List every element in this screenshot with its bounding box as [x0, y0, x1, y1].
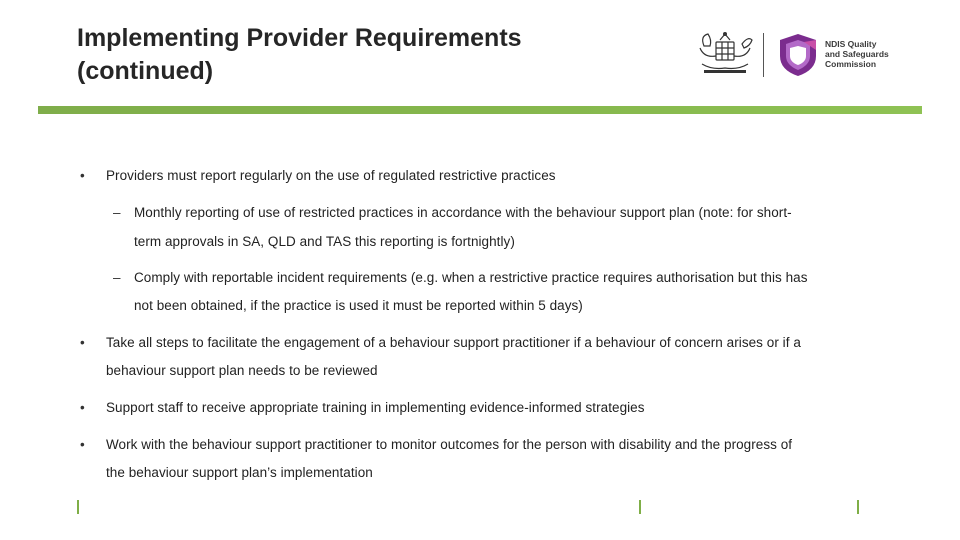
bullet-marker: •: [80, 400, 85, 415]
bullet-marker: •: [80, 437, 85, 452]
title-line-2: (continued): [77, 57, 214, 85]
dash-marker: –: [113, 205, 121, 220]
bullet-4-line-1: Work with the behaviour support practitioner to monitor outcomes for the person with disability and the progress of: [106, 437, 793, 452]
bullet-2-line-1: Take all steps to facilitate the engagement of a behaviour support practitioner if a behaviour of concern arises or if a: [106, 335, 801, 350]
ndis-name-line-1: NDIS Quality: [825, 39, 877, 49]
title-line-1: Implementing Provider Requirements: [77, 24, 522, 52]
ndis-name-line-3: Commission: [825, 59, 877, 69]
bullet-marker: •: [80, 168, 85, 183]
dash-marker: –: [113, 270, 121, 285]
bullet-2-line-2: behaviour support plan needs to be reviewed: [106, 363, 378, 378]
bullet-marker: •: [80, 335, 85, 350]
bullet-1-sub-2-line-2: not been obtained, if the practice is used it must be reported within 5 days): [134, 298, 583, 313]
footer-marker-right: [857, 500, 859, 514]
bullet-1-text: Providers must report regularly on the use of regulated restrictive practices: [106, 168, 556, 183]
bullet-1-sub-2-line-1: Comply with reportable incident requirements (e.g. when a restrictive practice requires authorisation but this has: [134, 270, 808, 285]
footer-marker-left: [77, 500, 79, 514]
ndis-name-line-2: and Safeguards: [825, 49, 889, 59]
footer-marker-middle: [639, 500, 641, 514]
bullet-1-sub-1-line-1: Monthly reporting of use of restricted practices in accordance with the behaviour support plan (note: for short-: [134, 205, 792, 220]
bullet-4-line-2: the behaviour support plan’s implementation: [106, 465, 373, 480]
bullet-1-sub-1-line-2: term approvals in SA, QLD and TAS this reporting is fortnightly): [134, 234, 515, 249]
bullet-3-text: Support staff to receive appropriate training in implementing evidence-informed strategies: [106, 400, 645, 415]
